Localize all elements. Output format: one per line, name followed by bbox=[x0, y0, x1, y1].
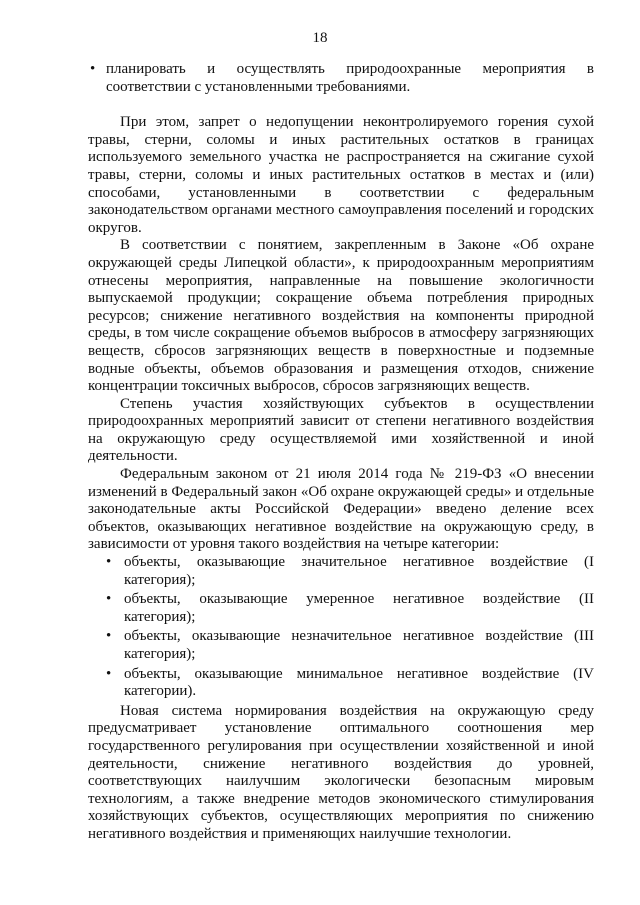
page-number: 18 bbox=[312, 30, 328, 46]
paragraph: При этом, запрет о недопущении неконтролируемого горения сухой травы, стерни, соломы и иных растительных остатков в границах используемого земельного участка не распространяется на сжигание сухой травы, стерни, соломы и иных растительных остатков в местах и (или) способами, установленными в соответствии с федеральным законодательством органами местного самоуправления поселений и городских округов. bbox=[88, 114, 594, 236]
bullet-icon: • bbox=[106, 554, 112, 571]
intro-bullet-list bbox=[88, 61, 594, 96]
list-item-text: объекты, оказывающие незначительное негативное воздействие (III категория); bbox=[124, 628, 594, 662]
bullet-icon: • bbox=[106, 591, 112, 608]
paragraph: Новая система нормирования воздействия на окружающую среду предусматривает установление оптимального соотношения мер государственного регулирования при осуществлении хозяйственной и иной деятельности, снижение негативного воздействия до уровней, соответствующих наилучшим экологически безопасным мировым технологиям, а также внедрение методов экономического стимулирования хозяйствующих субъектов, осуществляющих мероприятия по снижению негативного воздействия и применяющих наилучшие технологии. bbox=[88, 702, 594, 842]
list-item bbox=[88, 628, 594, 663]
category-list bbox=[88, 554, 594, 701]
list-item bbox=[88, 591, 594, 626]
list-item bbox=[88, 61, 594, 96]
bullet-icon: • bbox=[90, 61, 96, 77]
bullet-icon: • bbox=[106, 665, 112, 682]
list-item bbox=[88, 666, 594, 701]
bullet-icon: • bbox=[106, 628, 112, 645]
list-item-text: объекты, оказывающие умеренное негативное воздействие (II категория); bbox=[124, 591, 594, 625]
list-item-text: объекты, оказывающие значительное негативное воздействие (I категория); bbox=[124, 554, 594, 588]
paragraph: Степень участия хозяйствующих субъектов в осуществлении природоохранных мероприятий зависит от степени негативного воздействия на окружающую среду осуществляемой ими хозяйственной и иной деятельности. bbox=[88, 395, 594, 465]
list-item-text: планировать и осуществлять природоохранные мероприятия в соответствии с установленными требованиями. bbox=[106, 61, 594, 95]
paragraph: Федеральным законом от 21 июля 2014 года № 219-ФЗ «О внесении изменений в Федеральный закон «Об охране окружающей среды» и отдельные законодательные акты Российской Федерации» введено деление всех объектов, оказывающих негативное воздействие на окружающую среду, в зависимости от уровня такого воздействия на четыре категории: bbox=[88, 466, 594, 553]
list-item-text: объекты, оказывающие минимальное негативное воздействие (IV категории). bbox=[124, 665, 594, 700]
document-body bbox=[88, 61, 594, 844]
paragraph: В соответствии с понятием, закрепленным в Законе «Об охране окружающей среды Липецкой области», к природоохранным мероприятиям отнесены мероприятия, направленные на повышение экологичности выпускаемой продукции; сокращение объема потребления природных ресурсов; снижение негативного воздействия на компоненты природной среды, в том числе сокращение объемов выбросов в атмосферу загрязняющих веществ, сбросов загрязняющих веществ в поверхностные и подземные водные объекты, объемов образования и размещения отходов, снижение концентрации токсичных выбросов, сбросов загрязняющих веществ. bbox=[88, 237, 594, 395]
paragraph-gap bbox=[88, 98, 594, 114]
list-item bbox=[88, 554, 594, 589]
